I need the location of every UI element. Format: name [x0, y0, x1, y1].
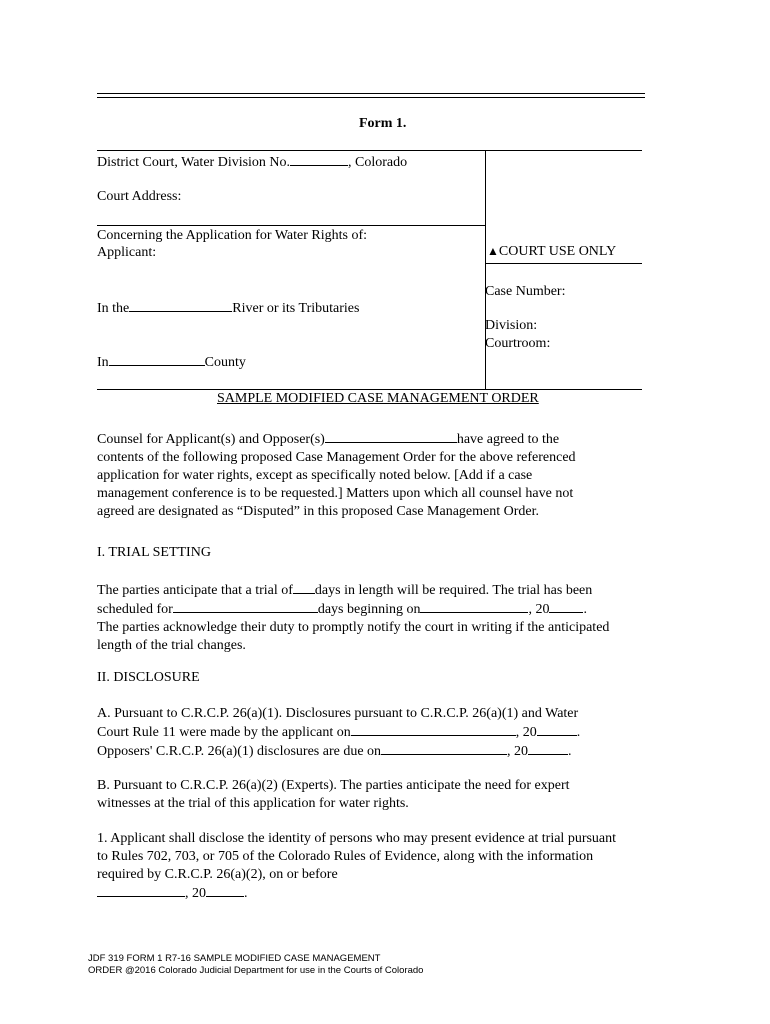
disclosure-text: 1. Applicant shall disclose the identity of persons who may present evidence at trial pursuant: [97, 831, 617, 846]
scheduled-blank[interactable]: [173, 600, 318, 613]
disclosure-text: .: [244, 886, 248, 901]
court-use-only-label: COURT USE ONLY: [498, 244, 617, 259]
courtroom-label: Courtroom:: [485, 336, 551, 351]
county-line-start: In: [97, 355, 109, 370]
river-line: [97, 299, 359, 317]
intro-paragraph: [97, 430, 576, 521]
disclosure-text: Opposers' C.R.C.P. 26(a)(1) disclosures are due on: [97, 744, 382, 759]
disclosure-text: Court Rule 11 were made by the applicant on: [97, 725, 351, 740]
caption-bottom-rule: [97, 389, 642, 390]
river-blank[interactable]: [129, 299, 232, 312]
concerning-label: Concerning the Application for Water Rights of:: [97, 228, 368, 243]
trial-text: The parties anticipate that a trial of: [97, 583, 293, 598]
case-number-label: Case Number:: [485, 284, 566, 299]
intro-text: application for water rights, except as specifically noted below. [Add if a case: [97, 468, 533, 483]
court-line-start: District Court, Water Division No.: [97, 155, 291, 170]
river-line-end: River or its Tributaries: [232, 301, 360, 316]
disclosure-text: A. Pursuant to C.R.C.P. 26(a)(1). Disclosures pursuant to C.R.C.P. 26(a)(1) and Water: [97, 706, 579, 721]
intro-text: Counsel for Applicant(s) and Opposer(s): [97, 432, 325, 447]
form-title: Form 1.: [359, 116, 407, 131]
disclosure-text: .: [568, 744, 572, 759]
court-use-rule: [485, 263, 642, 264]
trial-setting-paragraph: [97, 581, 609, 655]
county-line-end: County: [204, 355, 246, 370]
disclosure-text: , 20: [507, 744, 529, 759]
trial-text: days in length will be required. The trial has been: [314, 583, 593, 598]
trial-text: The parties acknowledge their duty to promptly notify the court in writing if the anticipated: [97, 620, 610, 635]
disclosure-text: .: [576, 725, 581, 740]
river-line-start: In the: [97, 301, 130, 316]
intro-text: contents of the following proposed Case Management Order for the above referenced: [97, 450, 576, 465]
trial-text: length of the trial changes.: [97, 638, 246, 653]
trial-text: .: [583, 602, 587, 617]
applicant-disclosure-date-blank[interactable]: [351, 723, 516, 736]
triangle-up-icon: ▲: [487, 244, 499, 258]
top-rule: [97, 97, 645, 98]
county-line: [97, 353, 246, 371]
trial-text: , 20: [528, 602, 550, 617]
trial-setting-heading: I. TRIAL SETTING: [97, 545, 211, 560]
applicant-label: Applicant:: [97, 245, 157, 260]
disclosure-text: required by C.R.C.P. 26(a)(2), on or before: [97, 867, 338, 882]
disclosure-text: witnesses at the trial of this application for water rights.: [97, 796, 409, 811]
expert-disclosure-date-blank[interactable]: [97, 884, 185, 897]
opposers-blank[interactable]: [325, 430, 457, 443]
footer-line-1: JDF 319 FORM 1 R7-16 SAMPLE MODIFIED CASE MANAGEMENT: [88, 953, 381, 964]
court-use-only: [487, 244, 616, 260]
disclosure-text: to Rules 702, 703, or 705 of the Colorado Rules of Evidence, along with the information: [97, 849, 594, 864]
beginning-year-blank[interactable]: [549, 600, 583, 613]
intro-text: have agreed to the: [456, 432, 560, 447]
court-address-label: Court Address:: [97, 189, 182, 204]
disclosure-text: B. Pursuant to C.R.C.P. 26(a)(2) (Experts). The parties anticipate the need for expert: [97, 778, 570, 793]
footer-line-2: ORDER @2016 Colorado Judicial Department for use in the Courts of Colorado: [88, 965, 424, 976]
caption-top-rule: [97, 150, 642, 151]
trial-text: scheduled for: [97, 602, 173, 617]
disclosure-text: , 20: [185, 886, 206, 901]
disclosure-a-paragraph: [97, 705, 580, 761]
trial-days-blank[interactable]: [293, 581, 315, 594]
opposer-disclosure-year-blank[interactable]: [528, 742, 568, 755]
disclosure-text: , 20: [515, 725, 537, 740]
caption-divider: [485, 150, 486, 390]
division-label: Division:: [485, 318, 538, 333]
disclosure-heading: II. DISCLOSURE: [97, 670, 200, 685]
division-blank[interactable]: [290, 153, 348, 166]
intro-text: management conference is to be requested.] Matters upon which all counsel have not: [97, 486, 574, 501]
beginning-date-blank[interactable]: [420, 600, 528, 613]
disclosure-b-paragraph: [97, 777, 570, 813]
caption-mid-rule: [97, 225, 485, 226]
court-line-end: , Colorado: [348, 155, 408, 170]
applicant-disclosure-year-blank[interactable]: [537, 723, 577, 736]
top-rule: [97, 93, 645, 94]
trial-text: days beginning on: [317, 602, 421, 617]
order-title: SAMPLE MODIFIED CASE MANAGEMENT ORDER: [217, 391, 539, 406]
expert-disclosure-year-blank[interactable]: [206, 884, 244, 897]
intro-text: agreed are designated as “Disputed” in this proposed Case Management Order.: [97, 504, 540, 519]
disclosure-1-paragraph: [97, 830, 616, 903]
county-blank[interactable]: [109, 353, 205, 366]
court-line: [97, 153, 407, 171]
opposer-disclosure-date-blank[interactable]: [381, 742, 507, 755]
